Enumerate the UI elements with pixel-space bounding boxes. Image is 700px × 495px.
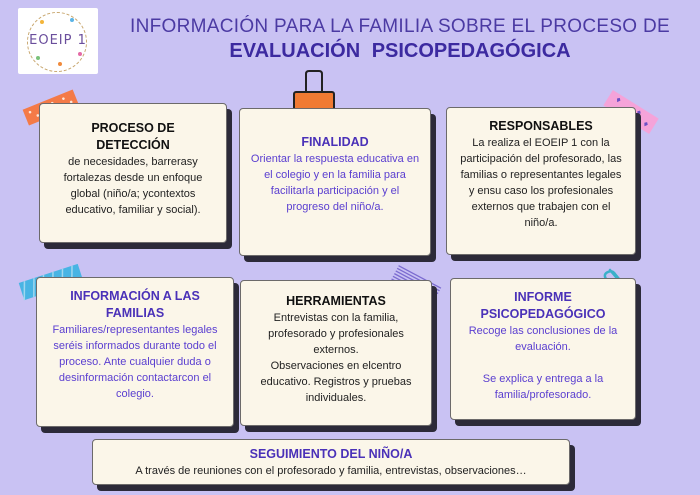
card-body: Se explica y entrega a la familia/profesorado.: [482, 373, 604, 401]
card-body: Entrevistas con la familia, profesorado y profesionales externos.: [268, 312, 404, 356]
card-title: PROCESO DE: [91, 121, 175, 135]
card-title: INFORMACIÓN A LAS FAMILIAS: [70, 289, 200, 320]
card-title: PSICOPEDAGÓGICO: [480, 307, 606, 321]
card-herramientas: [240, 280, 432, 426]
card-title: HERRAMIENTAS: [286, 294, 386, 308]
card-title: SEGUIMIENTO DEL NIÑO/A: [249, 447, 413, 461]
card-body: Orientar la respuesta educativa en el colegio y en la familia para facilitarla participación y el progreso del niño/a.: [250, 153, 420, 213]
card-body: Observaciones en elcentro educativo. Registros y pruebas individuales.: [260, 360, 412, 404]
card-body: Recoge las conclusiones de la evaluación.: [468, 325, 618, 353]
card-title: INFORME: [514, 290, 572, 304]
card-title: FINALIDAD: [301, 135, 369, 149]
card-responsables: [446, 107, 636, 255]
card-proceso-deteccion: [39, 103, 227, 243]
header-title: INFORMACIÓN PARA LA FAMILIA SOBRE EL PROCESO DE: [130, 16, 670, 37]
header-subtitle: EVALUACIÓN PSICOPEDAGÓGICA: [229, 40, 571, 62]
card-body: A través de reuniones con el profesorado y familia, entrevistas, observaciones…: [135, 465, 527, 477]
card-title: DETECCIÓN: [96, 138, 170, 152]
card-informe: [450, 278, 636, 420]
card-body: de necesidades, barrerasy fortalezas desde un enfoque global (niño/a; ycontextos educativo, familiar y social).: [63, 156, 203, 216]
card-title: RESPONSABLES: [489, 119, 593, 133]
card-informacion-familias: [36, 277, 234, 427]
card-seguimiento: [92, 439, 570, 485]
card-body: La realiza el EOEIP 1 con la participación del profesorado, las familias o representantes legales y ensu caso los profesionales externos que trabajen con el niño/a.: [460, 137, 622, 229]
card-body: Familiares/representantes legales seréis informados durante todo el proceso. Ante cualquier duda o desinformación contactarcon el colegio.: [52, 324, 218, 400]
logo-text: EOEIP 1: [29, 33, 87, 48]
eoeip-logo: [18, 8, 98, 74]
card-finalidad: [239, 108, 431, 256]
